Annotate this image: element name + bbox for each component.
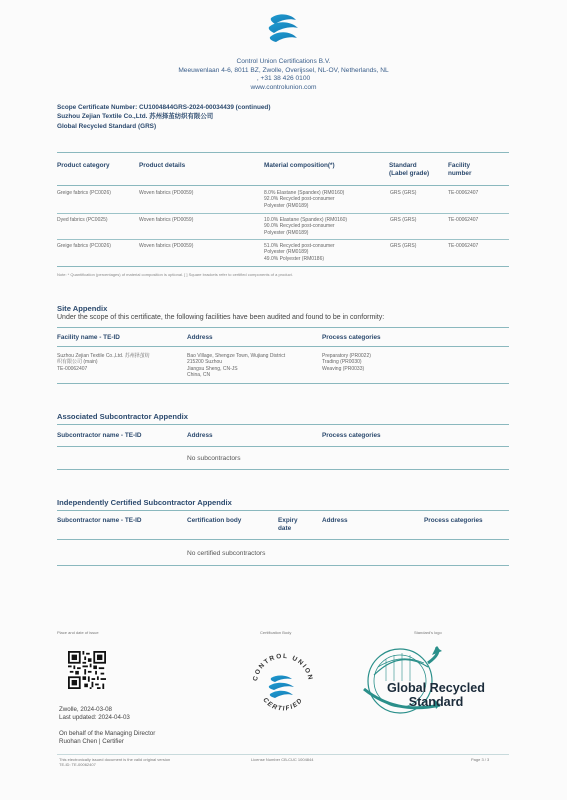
issue-place-date <box>59 706 130 722</box>
site-process-line: Preparatory (PR0022) <box>322 353 371 359</box>
site-address-line: China, CN <box>187 371 211 378</box>
site-top-rule <box>57 327 509 328</box>
seal-bottom-text: CERTIFIED <box>261 696 305 713</box>
row2-material-line: 10.0% Elastane (Spandex) (RM0160) <box>264 217 348 223</box>
col-process-categories: Process categories <box>322 432 381 439</box>
site-facility-line: 织有限公司 (main) <box>57 359 98 366</box>
site-address-line: 215200 Suzhou <box>187 359 223 366</box>
qr-code-icon <box>68 651 106 689</box>
row2-category: Dyed fabrics (PC0025) <box>57 217 108 223</box>
license-number: License Number CB-CUC 1004844 <box>251 757 314 762</box>
validity-note <box>59 757 170 767</box>
col-expiry-line1: Expiry <box>278 517 298 524</box>
footer-rule <box>57 754 509 755</box>
row2-facility: TE-00062407 <box>448 217 479 223</box>
standard-logo-label: Standard's logo <box>414 630 442 635</box>
site-header-rule <box>57 346 509 347</box>
col-certification-body: Certification body <box>187 517 242 524</box>
scope-block <box>57 103 270 131</box>
row2-details: Woven fabrics (PD0059) <box>139 217 194 223</box>
col-facility-name: Facility name - TE-ID <box>57 334 120 341</box>
assoc-bottom-rule <box>57 469 509 470</box>
control-union-certified-seal <box>247 644 319 722</box>
standard-name: Global Recycled Standard (GRS) <box>57 122 157 130</box>
indep-header-rule <box>57 539 509 540</box>
col-product-category: Product category <box>57 162 110 169</box>
col-facility-line1: Facility <box>448 162 471 169</box>
site-facility-line: Suzhou Zejian Textile Co.,Ltd. 苏州择茧纺 <box>57 353 150 359</box>
certification-body-label: Certification Body <box>260 630 292 635</box>
col-process-categories: Process categories <box>424 517 483 524</box>
control-union-logo-icon <box>265 10 301 50</box>
col-address: Address <box>187 334 213 341</box>
col-address: Address <box>187 432 213 439</box>
col-product-details: Product details <box>139 162 186 169</box>
page-number: Page 3 / 3 <box>471 757 490 762</box>
row3-facility: TE-00062407 <box>448 243 479 249</box>
site-process <box>322 353 371 372</box>
assoc-appendix-title: Associated Subcontractor Appendix <box>57 412 188 421</box>
site-process-line: Trading (PR0030) <box>322 359 362 366</box>
site-address-line: Jiangsu Sheng, CN-JS <box>187 365 238 372</box>
indep-appendix-title: Independently Certified Subcontractor Appendix <box>57 498 232 507</box>
row1-material-line: 8.0% Elastane (Spandex) (RM0160) <box>264 190 345 196</box>
site-appendix-title: Site Appendix <box>57 304 108 313</box>
row3-material-line: 51.0% Recycled post-consumer <box>264 243 335 249</box>
issuer-phone: , +31 38 426 0100 <box>256 75 311 83</box>
col-material-composition: Material composition(*) <box>264 162 335 169</box>
row2-material-line: 90.0% Recycled post-consumer <box>264 223 335 230</box>
row2-standard: GRS (GRS) <box>390 217 417 223</box>
row3-material-line: Polyester (RM0189) <box>264 249 309 256</box>
assoc-top-rule <box>57 424 509 425</box>
validity-te-id: TE-ID: TE-00062407 <box>59 762 96 767</box>
col-subcontractor-name: Subcontractor name - TE-ID <box>57 517 142 524</box>
signer-name: Ruohan Chen | Certifier <box>59 738 124 745</box>
issuer-header <box>0 58 567 92</box>
svg-text:CERTIFIED <box>261 697 304 713</box>
no-subcontractors: No subcontractors <box>187 455 241 462</box>
row3-material <box>264 243 335 262</box>
last-updated: Last updated: 2024-04-03 <box>59 714 130 721</box>
seal-top-text: CONTROL UNION <box>252 652 314 682</box>
col-expiry-line2: date <box>278 525 292 532</box>
table-top-rule <box>57 152 509 153</box>
row1-material-line: Polyester (RM0189) <box>264 202 309 209</box>
row2-material <box>264 217 347 236</box>
col-address: Address <box>322 517 348 524</box>
col-standard-line1: Standard <box>389 162 417 169</box>
composition-note: Note: * Quantification (percentages) of material composition is optional. [ ] Square brackets refer to certified components of a product. <box>57 272 293 277</box>
row1-material-line: 92.0% Recycled post-consumer <box>264 196 335 203</box>
grs-logo-line2: Standard <box>408 694 464 709</box>
col-standard <box>389 162 429 178</box>
row3-material-line: 49.0% Polyester (RM0186) <box>264 255 325 262</box>
site-address-line: Bao Village, Shengze Town, Wujiang District <box>187 353 286 359</box>
row1-details: Woven fabrics (PD0059) <box>139 190 194 196</box>
signature-block <box>59 730 155 746</box>
row3-standard: GRS (GRS) <box>390 243 417 249</box>
validity-line: This electronically issued document is the valid original version <box>59 757 171 762</box>
assoc-header-rule <box>57 446 509 447</box>
site-bottom-rule <box>57 383 509 384</box>
row1-material <box>264 190 344 209</box>
table-bottom-rule <box>57 266 509 267</box>
company-name: Suzhou Zejian Textile Co.,Ltd. 苏州择茧纺织有限公司 <box>57 113 214 121</box>
site-facility <box>57 353 150 372</box>
issuer-website: www.controlunion.com <box>250 83 317 91</box>
issuer-name: Control Union Certifications B.V. <box>236 58 331 65</box>
table-header-rule <box>57 185 509 186</box>
certificate-number: Scope Certificate Number: CU1004844GRS-2024-00034439 (continued) <box>57 104 271 111</box>
col-facility-line2: number <box>448 170 472 177</box>
col-expiry-date <box>278 517 298 533</box>
col-process-categories: Process categories <box>322 334 381 341</box>
on-behalf-text: On behalf of the Managing Director <box>59 730 156 737</box>
issue-date: Zwolle, 2024-03-08 <box>59 706 112 713</box>
indep-top-rule <box>57 510 509 511</box>
no-certified-subcontractors: No certified subcontractors <box>187 550 266 557</box>
grs-logo-line1: Global Recycled <box>387 681 485 695</box>
place-date-label: Place and date of issue <box>57 630 99 635</box>
col-subcontractor-name: Subcontractor name - TE-ID <box>57 432 142 439</box>
row1-facility: TE-00062407 <box>448 190 479 196</box>
issuer-address: Meeuwenlaan 4-6, 8011 BZ, Zwolle, Overijssel, NL-OV, Netherlands, NL <box>178 66 389 74</box>
site-appendix-subtitle: Under the scope of this certificate, the following facilities have been audited and found to be in conformity: <box>57 314 385 321</box>
row3-category: Greige fabrics (PC0026) <box>57 243 111 249</box>
col-standard-line2: (Label grade) <box>389 170 430 177</box>
row1-standard: GRS (GRS) <box>390 190 417 196</box>
site-process-line: Weaving (PR0033) <box>322 365 365 372</box>
row-divider <box>57 239 509 240</box>
grs-logo-wordmark <box>387 682 485 709</box>
row2-material-line: Polyester (RM0189) <box>264 229 309 236</box>
indep-bottom-rule <box>57 565 509 566</box>
row1-category: Greige fabrics (PC0026) <box>57 190 111 196</box>
row3-details: Woven fabrics (PD0059) <box>139 243 194 249</box>
site-facility-id: TE-00062407 <box>57 365 88 372</box>
site-address <box>187 353 285 378</box>
col-facility-number <box>448 162 471 178</box>
row-divider <box>57 213 509 214</box>
